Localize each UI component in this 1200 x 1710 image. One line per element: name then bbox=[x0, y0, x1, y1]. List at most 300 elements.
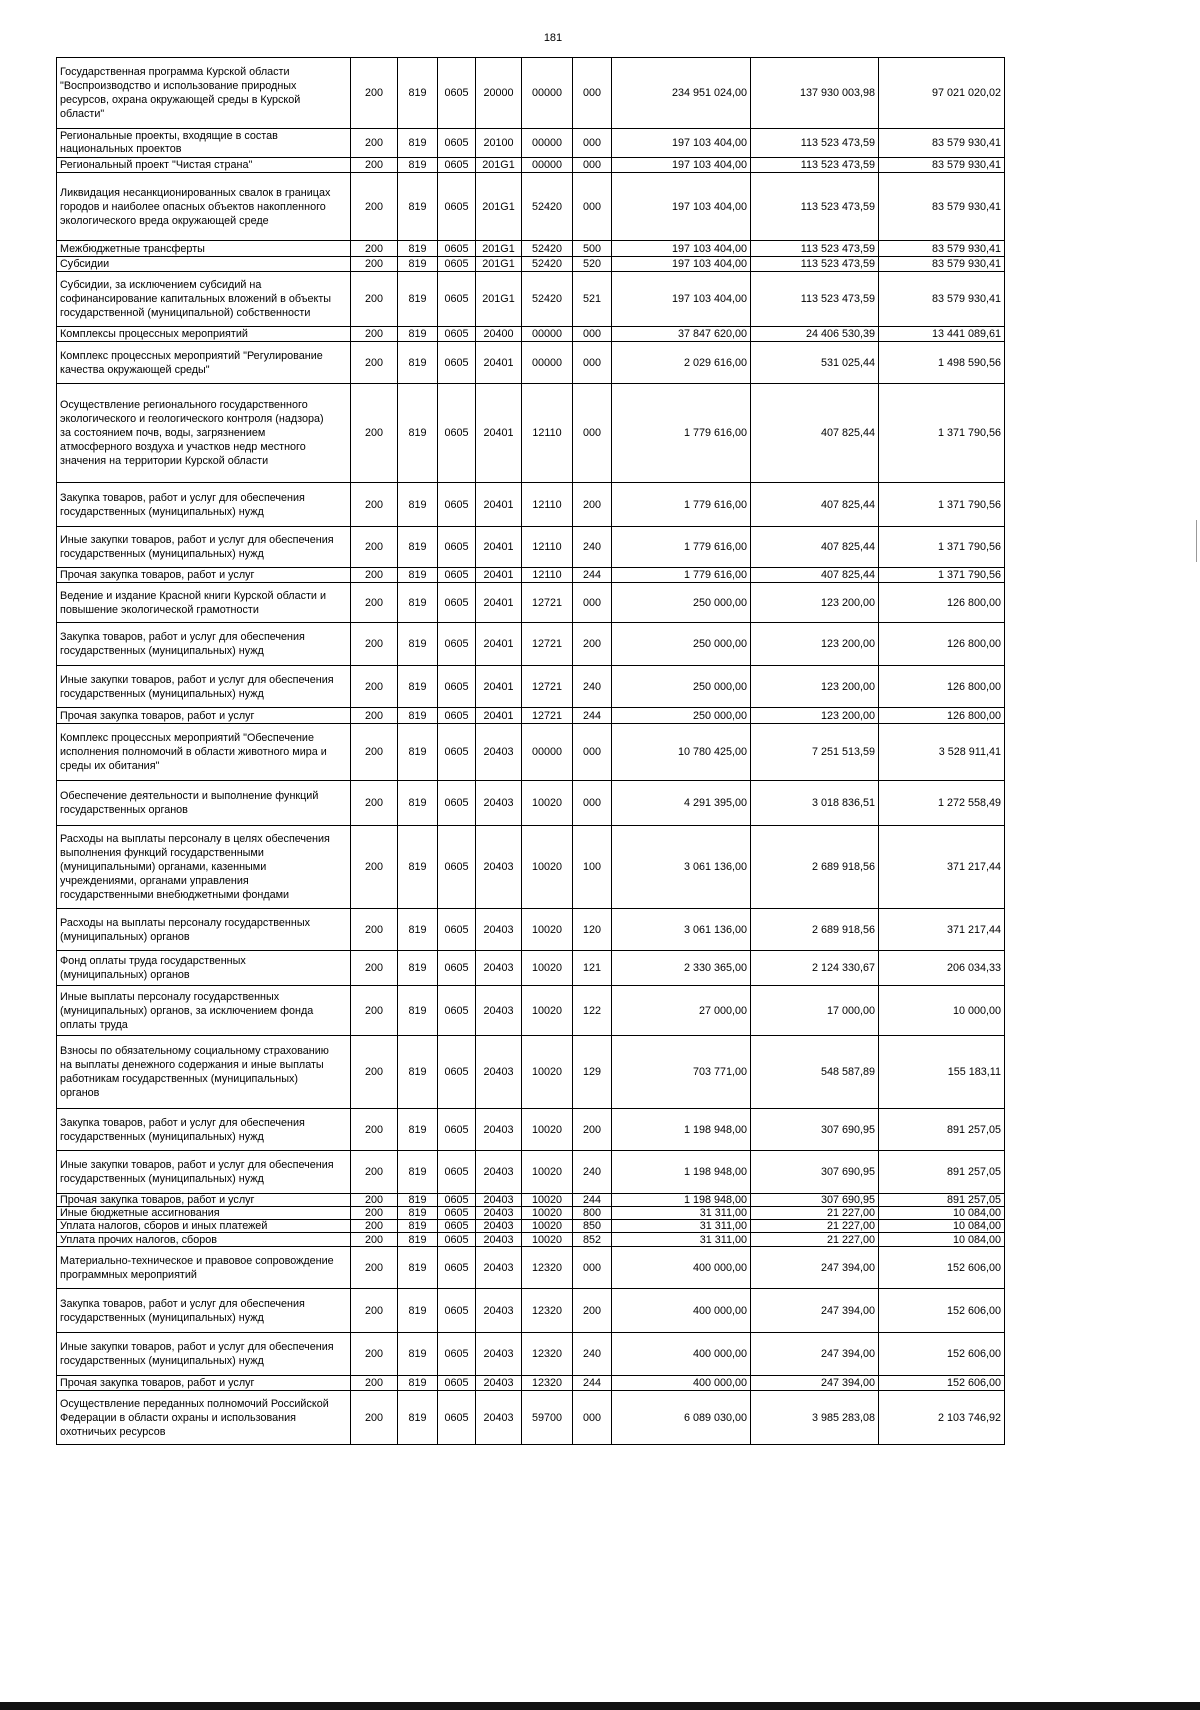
row-label: Осуществление переданных полномочий Российской Федерации в области охраны и использования охотничьих ресурсов bbox=[57, 1391, 351, 1445]
code-cell: 000 bbox=[573, 1391, 612, 1445]
amount-cell: 2 029 616,00 bbox=[612, 342, 751, 384]
code-cell: 12721 bbox=[522, 583, 573, 623]
code-cell: 201G1 bbox=[476, 241, 522, 257]
row-label: Материально-техническое и правовое сопровождение программных мероприятий bbox=[57, 1247, 351, 1289]
amount-cell: 21 227,00 bbox=[751, 1220, 879, 1233]
row-label: Расходы на выплаты персоналу государственных (муниципальных) органов bbox=[57, 909, 351, 951]
code-cell: 20403 bbox=[476, 1220, 522, 1233]
amount-cell: 3 985 283,08 bbox=[751, 1391, 879, 1445]
amount-cell: 891 257,05 bbox=[879, 1151, 1005, 1194]
code-cell: 240 bbox=[573, 1151, 612, 1194]
amount-cell: 24 406 530,39 bbox=[751, 327, 879, 342]
amount-cell: 7 251 513,59 bbox=[751, 724, 879, 781]
table-row bbox=[57, 724, 1005, 781]
table-row bbox=[57, 623, 1005, 666]
code-cell: 200 bbox=[351, 58, 398, 129]
code-cell: 200 bbox=[573, 1289, 612, 1333]
table-row bbox=[57, 909, 1005, 951]
amount-cell: 197 103 404,00 bbox=[612, 272, 751, 327]
table-row bbox=[57, 1233, 1005, 1247]
code-cell: 819 bbox=[398, 483, 438, 527]
code-cell: 0605 bbox=[438, 1391, 476, 1445]
amount-cell: 1 272 558,49 bbox=[879, 781, 1005, 826]
code-cell: 819 bbox=[398, 342, 438, 384]
amount-cell: 152 606,00 bbox=[879, 1289, 1005, 1333]
code-cell: 000 bbox=[573, 327, 612, 342]
code-cell: 0605 bbox=[438, 58, 476, 129]
amount-cell: 123 200,00 bbox=[751, 708, 879, 724]
code-cell: 20403 bbox=[476, 1391, 522, 1445]
code-cell: 240 bbox=[573, 1333, 612, 1376]
code-cell: 819 bbox=[398, 527, 438, 568]
amount-cell: 1 371 790,56 bbox=[879, 384, 1005, 483]
row-label: Прочая закупка товаров, работ и услуг bbox=[57, 708, 351, 724]
code-cell: 20403 bbox=[476, 1036, 522, 1109]
row-label: Фонд оплаты труда государственных (муниципальных) органов bbox=[57, 951, 351, 986]
code-cell: 20401 bbox=[476, 342, 522, 384]
code-cell: 0605 bbox=[438, 158, 476, 173]
amount-cell: 113 523 473,59 bbox=[751, 257, 879, 272]
code-cell: 0605 bbox=[438, 1233, 476, 1247]
code-cell: 200 bbox=[351, 1376, 398, 1391]
amount-cell: 548 587,89 bbox=[751, 1036, 879, 1109]
code-cell: 121 bbox=[573, 951, 612, 986]
amount-cell: 126 800,00 bbox=[879, 623, 1005, 666]
amount-cell: 1 779 616,00 bbox=[612, 527, 751, 568]
amount-cell: 10 000,00 bbox=[879, 986, 1005, 1036]
code-cell: 000 bbox=[573, 158, 612, 173]
table-row bbox=[57, 951, 1005, 986]
code-cell: 200 bbox=[351, 1391, 398, 1445]
code-cell: 819 bbox=[398, 272, 438, 327]
code-cell: 10020 bbox=[522, 781, 573, 826]
code-cell: 200 bbox=[351, 951, 398, 986]
code-cell: 819 bbox=[398, 1333, 438, 1376]
code-cell: 200 bbox=[351, 527, 398, 568]
code-cell: 0605 bbox=[438, 909, 476, 951]
amount-cell: 31 311,00 bbox=[612, 1233, 751, 1247]
row-label: Иные выплаты персоналу государственных (муниципальных) органов, за исключением фонда оплаты труда bbox=[57, 986, 351, 1036]
amount-cell: 10 084,00 bbox=[879, 1233, 1005, 1247]
amount-cell: 1 779 616,00 bbox=[612, 568, 751, 583]
code-cell: 20100 bbox=[476, 129, 522, 158]
table-row bbox=[57, 1194, 1005, 1207]
code-cell: 520 bbox=[573, 257, 612, 272]
code-cell: 819 bbox=[398, 1233, 438, 1247]
code-cell: 819 bbox=[398, 1194, 438, 1207]
table-row bbox=[57, 173, 1005, 241]
row-label: Закупка товаров, работ и услуг для обеспечения государственных (муниципальных) нужд bbox=[57, 623, 351, 666]
code-cell: 200 bbox=[351, 583, 398, 623]
amount-cell: 1 498 590,56 bbox=[879, 342, 1005, 384]
amount-cell: 152 606,00 bbox=[879, 1376, 1005, 1391]
code-cell: 000 bbox=[573, 1247, 612, 1289]
amount-cell: 371 217,44 bbox=[879, 909, 1005, 951]
amount-cell: 126 800,00 bbox=[879, 666, 1005, 708]
code-cell: 819 bbox=[398, 708, 438, 724]
code-cell: 12320 bbox=[522, 1289, 573, 1333]
row-label: Прочая закупка товаров, работ и услуг bbox=[57, 568, 351, 583]
row-label: Уплата прочих налогов, сборов bbox=[57, 1233, 351, 1247]
table-row bbox=[57, 483, 1005, 527]
table-row bbox=[57, 129, 1005, 158]
amount-cell: 123 200,00 bbox=[751, 623, 879, 666]
row-label: Уплата налогов, сборов и иных платежей bbox=[57, 1220, 351, 1233]
amount-cell: 152 606,00 bbox=[879, 1333, 1005, 1376]
amount-cell: 247 394,00 bbox=[751, 1289, 879, 1333]
code-cell: 20401 bbox=[476, 483, 522, 527]
amount-cell: 1 779 616,00 bbox=[612, 483, 751, 527]
code-cell: 12110 bbox=[522, 483, 573, 527]
code-cell: 200 bbox=[351, 1220, 398, 1233]
code-cell: 244 bbox=[573, 708, 612, 724]
code-cell: 0605 bbox=[438, 1247, 476, 1289]
code-cell: 00000 bbox=[522, 724, 573, 781]
amount-cell: 123 200,00 bbox=[751, 666, 879, 708]
page-number: 181 bbox=[543, 32, 563, 44]
amount-cell: 197 103 404,00 bbox=[612, 129, 751, 158]
code-cell: 20403 bbox=[476, 1247, 522, 1289]
code-cell: 819 bbox=[398, 1109, 438, 1151]
code-cell: 200 bbox=[351, 158, 398, 173]
amount-cell: 234 951 024,00 bbox=[612, 58, 751, 129]
amount-cell: 247 394,00 bbox=[751, 1333, 879, 1376]
code-cell: 0605 bbox=[438, 1194, 476, 1207]
code-cell: 819 bbox=[398, 909, 438, 951]
code-cell: 0605 bbox=[438, 583, 476, 623]
amount-cell: 247 394,00 bbox=[751, 1376, 879, 1391]
amount-cell: 3 528 911,41 bbox=[879, 724, 1005, 781]
code-cell: 12110 bbox=[522, 384, 573, 483]
row-label: Иные закупки товаров, работ и услуг для обеспечения государственных (муниципальных) нужд bbox=[57, 1333, 351, 1376]
amount-cell: 31 311,00 bbox=[612, 1207, 751, 1220]
code-cell: 20403 bbox=[476, 1194, 522, 1207]
table-row bbox=[57, 1391, 1005, 1445]
code-cell: 20403 bbox=[476, 1289, 522, 1333]
code-cell: 0605 bbox=[438, 527, 476, 568]
amount-cell: 250 000,00 bbox=[612, 708, 751, 724]
code-cell: 12721 bbox=[522, 708, 573, 724]
amount-cell: 1 371 790,56 bbox=[879, 568, 1005, 583]
amount-cell: 10 084,00 bbox=[879, 1220, 1005, 1233]
amount-cell: 126 800,00 bbox=[879, 583, 1005, 623]
amount-cell: 2 689 918,56 bbox=[751, 826, 879, 909]
amount-cell: 97 021 020,02 bbox=[879, 58, 1005, 129]
code-cell: 819 bbox=[398, 158, 438, 173]
amount-cell: 407 825,44 bbox=[751, 527, 879, 568]
table-row bbox=[57, 257, 1005, 272]
budget-table bbox=[56, 57, 1005, 1445]
code-cell: 10020 bbox=[522, 826, 573, 909]
code-cell: 0605 bbox=[438, 272, 476, 327]
code-cell: 852 bbox=[573, 1233, 612, 1247]
code-cell: 244 bbox=[573, 568, 612, 583]
code-cell: 819 bbox=[398, 1391, 438, 1445]
code-cell: 819 bbox=[398, 1247, 438, 1289]
row-label: Комплекс процессных мероприятий "Регулирование качества окружающей среды" bbox=[57, 342, 351, 384]
row-label: Ведение и издание Красной книги Курской области и повышение экологической грамотности bbox=[57, 583, 351, 623]
amount-cell: 206 034,33 bbox=[879, 951, 1005, 986]
amount-cell: 407 825,44 bbox=[751, 483, 879, 527]
code-cell: 201G1 bbox=[476, 257, 522, 272]
code-cell: 819 bbox=[398, 623, 438, 666]
table-row bbox=[57, 1036, 1005, 1109]
code-cell: 0605 bbox=[438, 724, 476, 781]
amount-cell: 83 579 930,41 bbox=[879, 129, 1005, 158]
amount-cell: 197 103 404,00 bbox=[612, 257, 751, 272]
amount-cell: 83 579 930,41 bbox=[879, 241, 1005, 257]
table-row bbox=[57, 666, 1005, 708]
amount-cell: 21 227,00 bbox=[751, 1233, 879, 1247]
code-cell: 0605 bbox=[438, 173, 476, 241]
code-cell: 20403 bbox=[476, 1333, 522, 1376]
row-label: Государственная программа Курской области "Воспроизводство и использование природных ресурсов, охрана окружающей среды в Курской области" bbox=[57, 58, 351, 129]
amount-cell: 3 061 136,00 bbox=[612, 909, 751, 951]
code-cell: 200 bbox=[351, 327, 398, 342]
code-cell: 00000 bbox=[522, 327, 573, 342]
code-cell: 521 bbox=[573, 272, 612, 327]
row-label: Иные закупки товаров, работ и услуг для обеспечения государственных (муниципальных) нужд bbox=[57, 666, 351, 708]
row-label: Прочая закупка товаров, работ и услуг bbox=[57, 1194, 351, 1207]
code-cell: 819 bbox=[398, 129, 438, 158]
code-cell: 10020 bbox=[522, 1220, 573, 1233]
amount-cell: 113 523 473,59 bbox=[751, 272, 879, 327]
table-row bbox=[57, 527, 1005, 568]
amount-cell: 197 103 404,00 bbox=[612, 173, 751, 241]
amount-cell: 123 200,00 bbox=[751, 583, 879, 623]
row-label: Обеспечение деятельности и выполнение функций государственных органов bbox=[57, 781, 351, 826]
code-cell: 0605 bbox=[438, 1289, 476, 1333]
code-cell: 819 bbox=[398, 1220, 438, 1233]
code-cell: 12320 bbox=[522, 1247, 573, 1289]
amount-cell: 137 930 003,98 bbox=[751, 58, 879, 129]
code-cell: 0605 bbox=[438, 129, 476, 158]
amount-cell: 307 690,95 bbox=[751, 1109, 879, 1151]
table-row bbox=[57, 158, 1005, 173]
amount-cell: 10 084,00 bbox=[879, 1207, 1005, 1220]
code-cell: 10020 bbox=[522, 909, 573, 951]
code-cell: 819 bbox=[398, 1376, 438, 1391]
code-cell: 200 bbox=[351, 384, 398, 483]
amount-cell: 400 000,00 bbox=[612, 1289, 751, 1333]
code-cell: 20403 bbox=[476, 986, 522, 1036]
amount-cell: 197 103 404,00 bbox=[612, 241, 751, 257]
code-cell: 201G1 bbox=[476, 272, 522, 327]
code-cell: 244 bbox=[573, 1376, 612, 1391]
row-label: Осуществление регионального государственного экологического и геологического контроля (надзора) за состоянием почв, воды, загрязнением атмосферного воздуха и участков недр местного значения на территории Курской области bbox=[57, 384, 351, 483]
code-cell: 200 bbox=[351, 483, 398, 527]
code-cell: 819 bbox=[398, 1151, 438, 1194]
row-label: Субсидии, за исключением субсидий на софинансирование капитальных вложений в объекты государственной (муниципальной) собственности bbox=[57, 272, 351, 327]
code-cell: 20401 bbox=[476, 384, 522, 483]
code-cell: 0605 bbox=[438, 1333, 476, 1376]
amount-cell: 17 000,00 bbox=[751, 986, 879, 1036]
code-cell: 200 bbox=[351, 241, 398, 257]
code-cell: 200 bbox=[351, 1289, 398, 1333]
code-cell: 0605 bbox=[438, 1151, 476, 1194]
code-cell: 20000 bbox=[476, 58, 522, 129]
table-row bbox=[57, 1109, 1005, 1151]
table-row bbox=[57, 241, 1005, 257]
table-row bbox=[57, 272, 1005, 327]
code-cell: 20403 bbox=[476, 1233, 522, 1247]
code-cell: 0605 bbox=[438, 1376, 476, 1391]
code-cell: 0605 bbox=[438, 568, 476, 583]
table-row bbox=[57, 1376, 1005, 1391]
code-cell: 200 bbox=[351, 1194, 398, 1207]
table-row bbox=[57, 708, 1005, 724]
table-row bbox=[57, 583, 1005, 623]
code-cell: 819 bbox=[398, 384, 438, 483]
amount-cell: 83 579 930,41 bbox=[879, 158, 1005, 173]
code-cell: 200 bbox=[573, 483, 612, 527]
table-row bbox=[57, 986, 1005, 1036]
row-label: Иные бюджетные ассигнования bbox=[57, 1207, 351, 1220]
table-row bbox=[57, 1207, 1005, 1220]
code-cell: 10020 bbox=[522, 1036, 573, 1109]
code-cell: 0605 bbox=[438, 384, 476, 483]
code-cell: 819 bbox=[398, 173, 438, 241]
row-label: Взносы по обязательному социальному страхованию на выплаты денежного содержания и иные выплаты работникам государственных (муниципальных) органов bbox=[57, 1036, 351, 1109]
code-cell: 0605 bbox=[438, 781, 476, 826]
code-cell: 20403 bbox=[476, 826, 522, 909]
code-cell: 10020 bbox=[522, 1109, 573, 1151]
row-label: Межбюджетные трансферты bbox=[57, 241, 351, 257]
code-cell: 0605 bbox=[438, 951, 476, 986]
code-cell: 20403 bbox=[476, 1376, 522, 1391]
row-label: Расходы на выплаты персоналу в целях обеспечения выполнения функций государственными (муниципальными) органами, казенными учреждениями, органами управления государственными внебюджетными фондами bbox=[57, 826, 351, 909]
row-label: Закупка товаров, работ и услуг для обеспечения государственных (муниципальных) нужд bbox=[57, 483, 351, 527]
row-label: Иные закупки товаров, работ и услуг для обеспечения государственных (муниципальных) нужд bbox=[57, 1151, 351, 1194]
code-cell: 20401 bbox=[476, 708, 522, 724]
amount-cell: 1 198 948,00 bbox=[612, 1151, 751, 1194]
scan-artifact-mark bbox=[1196, 520, 1197, 562]
code-cell: 200 bbox=[351, 781, 398, 826]
code-cell: 200 bbox=[351, 724, 398, 781]
code-cell: 0605 bbox=[438, 1109, 476, 1151]
amount-cell: 1 198 948,00 bbox=[612, 1109, 751, 1151]
code-cell: 819 bbox=[398, 1207, 438, 1220]
amount-cell: 531 025,44 bbox=[751, 342, 879, 384]
code-cell: 120 bbox=[573, 909, 612, 951]
code-cell: 10020 bbox=[522, 1207, 573, 1220]
code-cell: 20403 bbox=[476, 1109, 522, 1151]
code-cell: 000 bbox=[573, 173, 612, 241]
code-cell: 52420 bbox=[522, 272, 573, 327]
code-cell: 0605 bbox=[438, 241, 476, 257]
code-cell: 12320 bbox=[522, 1376, 573, 1391]
code-cell: 200 bbox=[351, 1151, 398, 1194]
code-cell: 200 bbox=[351, 909, 398, 951]
amount-cell: 250 000,00 bbox=[612, 666, 751, 708]
code-cell: 200 bbox=[351, 708, 398, 724]
code-cell: 850 bbox=[573, 1220, 612, 1233]
table-row bbox=[57, 1151, 1005, 1194]
scan-edge-line bbox=[0, 1702, 1200, 1710]
amount-cell: 113 523 473,59 bbox=[751, 241, 879, 257]
row-label: Комплексы процессных мероприятий bbox=[57, 327, 351, 342]
amount-cell: 1 371 790,56 bbox=[879, 527, 1005, 568]
amount-cell: 37 847 620,00 bbox=[612, 327, 751, 342]
code-cell: 200 bbox=[573, 623, 612, 666]
code-cell: 52420 bbox=[522, 257, 573, 272]
code-cell: 819 bbox=[398, 1036, 438, 1109]
code-cell: 240 bbox=[573, 527, 612, 568]
row-label: Закупка товаров, работ и услуг для обеспечения государственных (муниципальных) нужд bbox=[57, 1109, 351, 1151]
code-cell: 52420 bbox=[522, 241, 573, 257]
code-cell: 0605 bbox=[438, 708, 476, 724]
amount-cell: 10 780 425,00 bbox=[612, 724, 751, 781]
amount-cell: 155 183,11 bbox=[879, 1036, 1005, 1109]
code-cell: 819 bbox=[398, 257, 438, 272]
code-cell: 200 bbox=[351, 272, 398, 327]
code-cell: 52420 bbox=[522, 173, 573, 241]
code-cell: 20401 bbox=[476, 568, 522, 583]
code-cell: 000 bbox=[573, 724, 612, 781]
code-cell: 0605 bbox=[438, 623, 476, 666]
code-cell: 200 bbox=[351, 986, 398, 1036]
code-cell: 0605 bbox=[438, 666, 476, 708]
code-cell: 200 bbox=[573, 1109, 612, 1151]
amount-cell: 400 000,00 bbox=[612, 1376, 751, 1391]
amount-cell: 113 523 473,59 bbox=[751, 173, 879, 241]
budget-table-body bbox=[57, 58, 1005, 1445]
amount-cell: 83 579 930,41 bbox=[879, 257, 1005, 272]
code-cell: 819 bbox=[398, 826, 438, 909]
row-label: Иные закупки товаров, работ и услуг для обеспечения государственных (муниципальных) нужд bbox=[57, 527, 351, 568]
amount-cell: 1 198 948,00 bbox=[612, 1194, 751, 1207]
code-cell: 200 bbox=[351, 1233, 398, 1247]
code-cell: 0605 bbox=[438, 1036, 476, 1109]
row-label: Ликвидация несанкционированных свалок в границах городов и наиболее опасных объектов накопленного экологического вреда окружающей среде bbox=[57, 173, 351, 241]
code-cell: 00000 bbox=[522, 342, 573, 384]
table-row bbox=[57, 568, 1005, 583]
code-cell: 000 bbox=[573, 781, 612, 826]
code-cell: 819 bbox=[398, 781, 438, 826]
code-cell: 200 bbox=[351, 1036, 398, 1109]
code-cell: 819 bbox=[398, 724, 438, 781]
code-cell: 200 bbox=[351, 826, 398, 909]
code-cell: 000 bbox=[573, 342, 612, 384]
table-row bbox=[57, 327, 1005, 342]
code-cell: 200 bbox=[351, 1247, 398, 1289]
row-label: Региональные проекты, входящие в состав национальных проектов bbox=[57, 129, 351, 158]
code-cell: 200 bbox=[351, 666, 398, 708]
table-row bbox=[57, 342, 1005, 384]
code-cell: 10020 bbox=[522, 951, 573, 986]
amount-cell: 3 018 836,51 bbox=[751, 781, 879, 826]
table-row bbox=[57, 1220, 1005, 1233]
code-cell: 20401 bbox=[476, 666, 522, 708]
amount-cell: 83 579 930,41 bbox=[879, 272, 1005, 327]
amount-cell: 891 257,05 bbox=[879, 1109, 1005, 1151]
code-cell: 129 bbox=[573, 1036, 612, 1109]
row-label: Прочая закупка товаров, работ и услуг bbox=[57, 1376, 351, 1391]
code-cell: 0605 bbox=[438, 826, 476, 909]
code-cell: 12110 bbox=[522, 568, 573, 583]
amount-cell: 27 000,00 bbox=[612, 986, 751, 1036]
code-cell: 00000 bbox=[522, 158, 573, 173]
code-cell: 819 bbox=[398, 986, 438, 1036]
table-row bbox=[57, 1333, 1005, 1376]
code-cell: 800 bbox=[573, 1207, 612, 1220]
code-cell: 20403 bbox=[476, 1207, 522, 1220]
code-cell: 12110 bbox=[522, 527, 573, 568]
amount-cell: 152 606,00 bbox=[879, 1247, 1005, 1289]
code-cell: 200 bbox=[351, 1109, 398, 1151]
code-cell: 122 bbox=[573, 986, 612, 1036]
code-cell: 819 bbox=[398, 1289, 438, 1333]
